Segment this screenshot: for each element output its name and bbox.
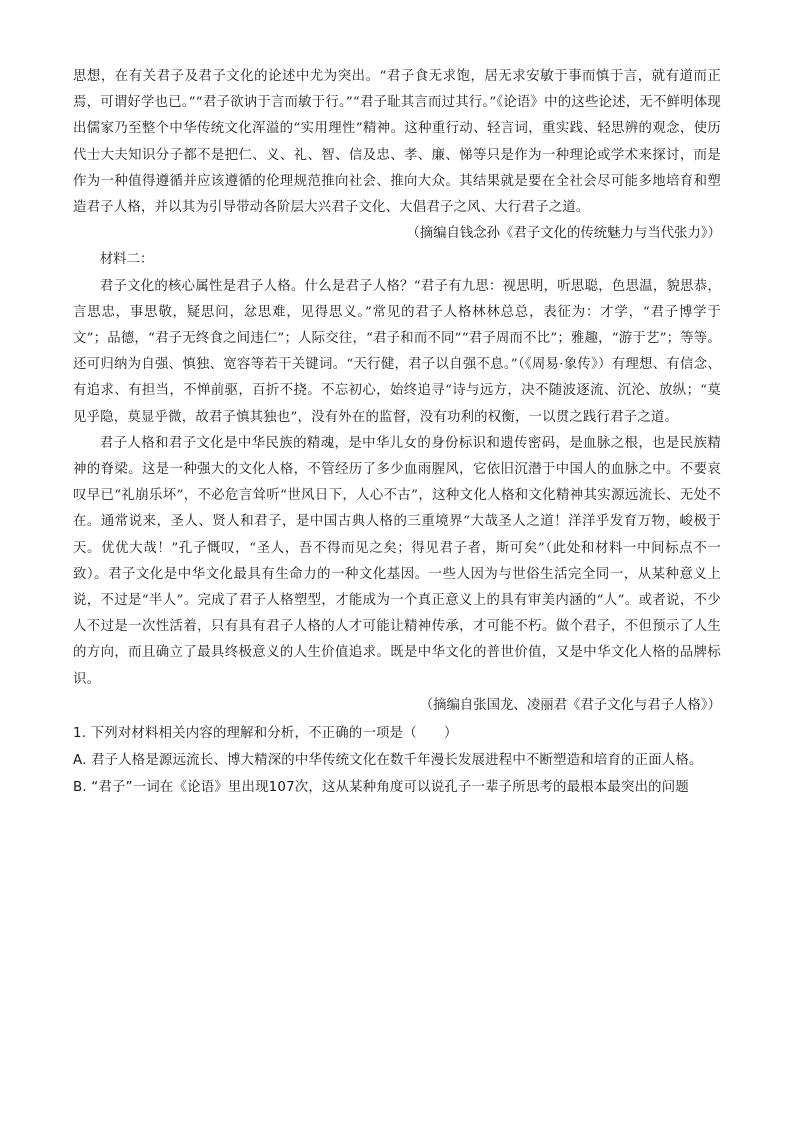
- material2-paragraph-1: 君子文化的核心属性是君子人格。什么是君子人格？“君子有九思：视思明，听思聪，色思温，貌思恭，言思忠，事思敬，疑思问，忿思难，见得思义。”常见的君子人格林林总总，表征为：才学，“君子博学于文”；品德，“君子无终食之间违仁”；人际交往，“君子和而不同”“君子周而不比”；雅趣，“游于艺”；等等。还可归纳为自强、慎独、宽容等若干关键词。“天行健，君子以自强不息。”（《周易·象传》）有理想、有信念、有追求、有担当，不惮前驱，百折不挠。不忘初心，始终追寻“诗与远方，决不随波逐流、沉沦、放纵；“莫见乎隐，莫显乎微，故君子慎其独也”，没有外在的监督，没有功利的权衡，一以贯之践行君子之道。: [73, 278, 721, 425]
- material1-source: （摘编自钱念孙《君子文化的传统魅力与当代张力》）: [406, 226, 721, 242]
- question-1-stem: 1. 下列对材料相关内容的理解和分析，不正确的一项是（ ）: [73, 726, 458, 742]
- material2-paragraph-2: 君子人格和君子文化是中华民族的精魂，是中华儿女的身份标识和遗传密码，是血脉之根，也是民族精神的脊梁。这是一种强大的文化人格，不管经历了多少血雨腥风，它依旧沉潜于中国人的血脉之中。不要哀叹早已“礼崩乐坏”，不必危言耸听“世风日下，人心不古”，这种文化人格和文化精神其实源远流长、无处不在。通常说来，圣人、贤人和君子，是中国古典人格的三重境界“大哉圣人之道！洋洋乎发育万物，峻极于天。优优大哉！”孔子慨叹，“圣人，吾不得而见之矣；得见君子者，斯可矣”（此处和材料一中间标点不一致）。君子文化是中华文化最具有生命力的一种文化基因。一些人因为与世俗生活完全同一，从某种意义上说，不过是“半人”。完成了君子人格塑型，才能成为一个真正意义上的具有审美内涵的“人”。或者说，不少人不过是一次性活着，只有具有君子人格的人才可能让精神传承，才可能不朽。做个君子，不但预示了人生的方向，而且确立了最具终极意义的人生价值追求。既是中华文化的普世价值，又是中华文化人格的品牌标识。: [73, 435, 721, 687]
- document-content: [73, 64, 721, 801]
- question-1-option-a: A. 君子人格是源远流长、博大精深的中华传统文化在数千年漫长发展进程中不断塑造和培育的正面人格。: [73, 752, 703, 768]
- material2-source: （摘编自张国龙、凌丽君《君子文化与君子人格》）: [419, 697, 721, 713]
- material1-continuation: 思想，在有关君子及君子文化的论述中尤为突出。“君子食无求饱，居无求安敏于事而慎于言，就有道而正焉，可谓好学也已。”“君子欲讷于言而敏于行。”“君子耻其言而过其行。”《论语》中的这些论述，无不鲜明体现出儒家乃至整个中华传统文化浑溢的“实用理性”精神。这种重行动、轻言词，重实践、轻思辨的观念，使历代士大夫知识分子都不是把仁、义、礼、智、信及忠、孝、廉、悌等只是作为一种理论或学术来探讨，而是作为一种值得遵循并应该遵循的伦理规范推向社会、推向大众。其结果就是要在全社会尽可能多地培育和塑造君子人格，并以其为引导带动各阶层大兴君子文化、大倡君子之风、大行君子之道。: [73, 69, 721, 216]
- material2-label: 材料二：: [99, 252, 154, 268]
- question-1-option-b: B. “君子”一词在《论语》里出现107次，这从某种角度可以说孔子一辈子所思考的最根本最突出的问题: [73, 779, 689, 795]
